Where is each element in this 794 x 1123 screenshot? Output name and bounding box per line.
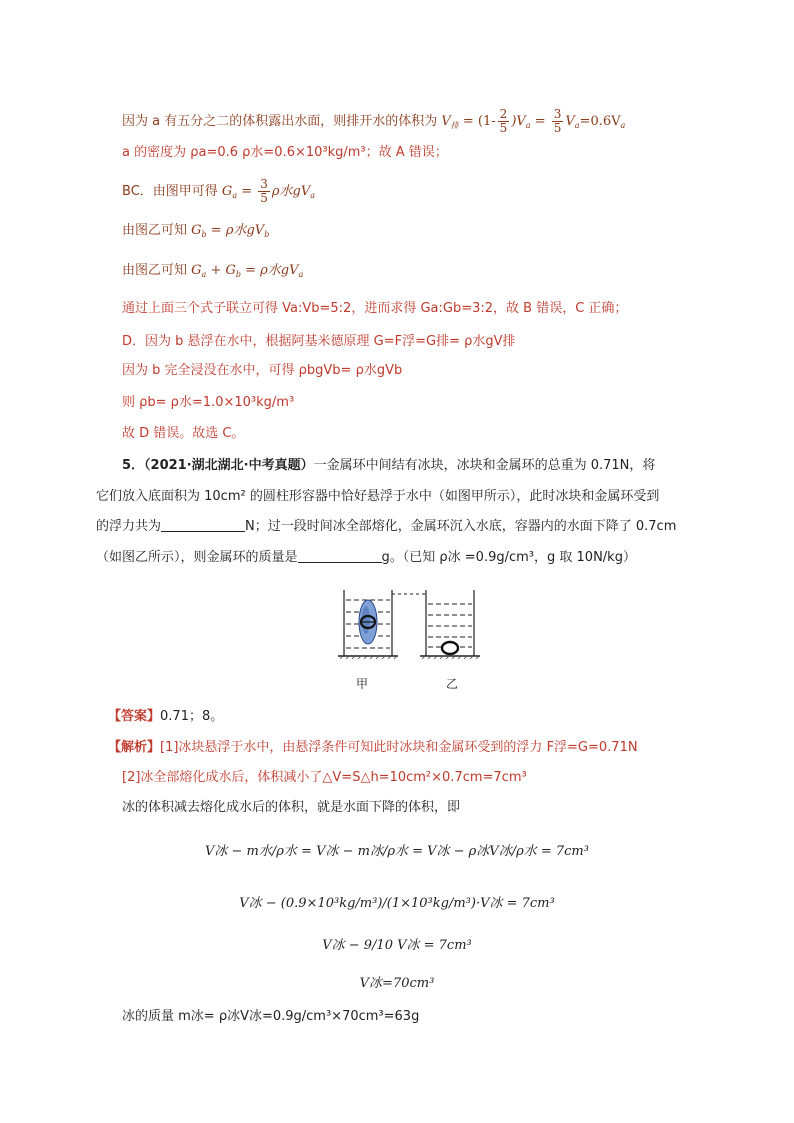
line-text: BC．由图甲可得 xyxy=(122,184,218,199)
figure-label-yi: 乙 xyxy=(446,677,459,691)
formula-sub: b xyxy=(201,230,207,239)
formula-gb xyxy=(191,223,269,238)
analysis-line-1 xyxy=(108,739,638,757)
fraction-num: 2 xyxy=(499,107,508,121)
fraction-den: 5 xyxy=(260,191,268,205)
answer-blank-1[interactable] xyxy=(161,531,245,532)
analysis-text: [1]冰块悬浮于水中，由悬浮条件可知此时冰块和金属环受到的浮力 F浮=G=0.71N xyxy=(160,740,638,755)
formula-part: = xyxy=(237,184,257,199)
formula-sub: a xyxy=(232,191,238,200)
formula-sub: a xyxy=(574,121,580,130)
formula-part: ρ水gV xyxy=(271,184,311,199)
question-number: 5． xyxy=(122,458,145,473)
container-figure xyxy=(334,584,484,694)
formula-v-pai xyxy=(441,107,626,135)
figure-label-jia: 甲 xyxy=(356,677,369,691)
answer-line xyxy=(108,708,223,726)
equation-4: V冰=70cm³ xyxy=(359,976,435,991)
formula-part: + G xyxy=(206,263,236,278)
formula-part: G xyxy=(191,263,202,278)
question-text: 一金属环中间结有冰块，冰块和金属环的总重为 0.71N，将 xyxy=(313,458,656,473)
fraction-num: 3 xyxy=(553,107,562,121)
fraction xyxy=(498,108,510,135)
line-displaced-volume xyxy=(122,108,625,135)
question-line-4 xyxy=(96,549,636,567)
formula-sub: b xyxy=(264,230,270,239)
question-text: 的浮力共为 xyxy=(96,519,162,534)
formula-part: G xyxy=(191,223,202,238)
question-line-2: 它们放入底面积为 10cm² 的圆柱形容器中恰好悬浮于水中（如图甲所示），此时冰块和金属环受到 xyxy=(96,489,660,504)
line-text: 由图乙可知 xyxy=(122,263,188,278)
answer-text: 0.71；8。 xyxy=(160,709,224,724)
sunken-ring xyxy=(442,642,458,654)
formula-part: = ρ水gV xyxy=(206,223,265,238)
fraction-den: 5 xyxy=(553,121,562,135)
equation-3: V冰 − 9/10 V冰 = 7cm³ xyxy=(322,938,472,953)
formula-part: G xyxy=(221,184,233,199)
answer-tag: 【答案】 xyxy=(108,709,161,724)
line-density-b: 则 ρb= ρ水=1.0×10³kg/m³ xyxy=(122,395,295,410)
formula-sub: a xyxy=(201,270,207,279)
question-line-3 xyxy=(96,518,676,536)
formula-sub: 排 xyxy=(450,121,459,130)
question-text: （如图乙所示），则金属环的质量是 xyxy=(96,550,298,565)
formula-part: V xyxy=(565,114,575,129)
formula-part: = (1- xyxy=(458,114,496,129)
answer-blank-2[interactable] xyxy=(298,562,382,563)
question-source: （2021·湖北湖北·中考真题） xyxy=(144,458,314,473)
question-text: N；过一段时间冰全部熔化，金属环沉入水底，容器内的水面下降了 0.7cm xyxy=(245,519,677,534)
line-density-a: a 的密度为 ρa=0.6 ρ水=0.6×10³kg/m³；故 A 错误； xyxy=(122,145,448,160)
analysis-tag: 【解析】 xyxy=(108,740,161,755)
formula-part: )V xyxy=(511,114,526,129)
formula-part: =0.6V xyxy=(579,114,621,129)
container-jia xyxy=(338,590,398,659)
formula-ga xyxy=(221,177,316,205)
fraction xyxy=(258,178,270,205)
formula-sub: b xyxy=(235,270,241,279)
line-archimedes: D．因为 b 悬浮在水中，根据阿基米德原理 G=F浮=G排= ρ水gV排 xyxy=(122,334,516,349)
formula-sub: a xyxy=(298,270,304,279)
formula-part: V xyxy=(441,114,451,129)
formula-sub: a xyxy=(310,191,316,200)
question-line-1 xyxy=(122,457,655,475)
container-yi xyxy=(420,590,480,659)
formula-part: = xyxy=(530,114,550,129)
analysis-line-3: 冰的体积减去熔化成水后的体积，就是水面下降的体积，即 xyxy=(122,800,461,815)
line-ratio: 通过上面三个式子联立可得 Va:Vb=5:2，进而求得 Ga:Gb=3:2，故 B 错误，C 正确； xyxy=(122,301,628,316)
fraction-den: 5 xyxy=(499,121,508,135)
analysis-line-2: [2]冰全部熔化成水后，体积减小了△V=S△h=10cm²×0.7cm=7cm³ xyxy=(122,770,527,785)
fraction xyxy=(552,108,564,135)
line-text: 由图乙可知 xyxy=(122,223,188,238)
equation-2: V冰 − (0.9×10³kg/m³)/(1×10³kg/m³)·V冰 = 7cm³ xyxy=(239,896,555,911)
equation-1: V冰 − m水/ρ水 = V冰 − m冰/ρ水 = V冰 − ρ冰V冰/ρ水 = 7cm³ xyxy=(205,844,589,859)
formula-ga-gb xyxy=(191,263,303,278)
line-gb xyxy=(122,222,269,244)
line-text: 因为 a 有五分之二的体积露出水面，则排开水的体积为 xyxy=(122,114,438,129)
line-conclusion: 故 D 错误。故选 C。 xyxy=(122,426,245,441)
line-immersed: 因为 b 完全浸没在水中，可得 ρbgVb= ρ水gVb xyxy=(122,363,403,378)
question-text: g。（已知 ρ冰 =0.9g/cm³，g 取 10N/kg） xyxy=(381,550,636,565)
fraction-num: 3 xyxy=(260,177,268,191)
line-ga-gb xyxy=(122,262,303,284)
formula-sub: a xyxy=(620,121,626,130)
line-ga xyxy=(122,178,315,205)
analysis-line-4: 冰的质量 m冰= ρ冰V冰=0.9g/cm³×70cm³=63g xyxy=(122,1009,420,1024)
formula-sub: a xyxy=(525,121,531,130)
formula-part: = ρ水gV xyxy=(241,263,299,278)
